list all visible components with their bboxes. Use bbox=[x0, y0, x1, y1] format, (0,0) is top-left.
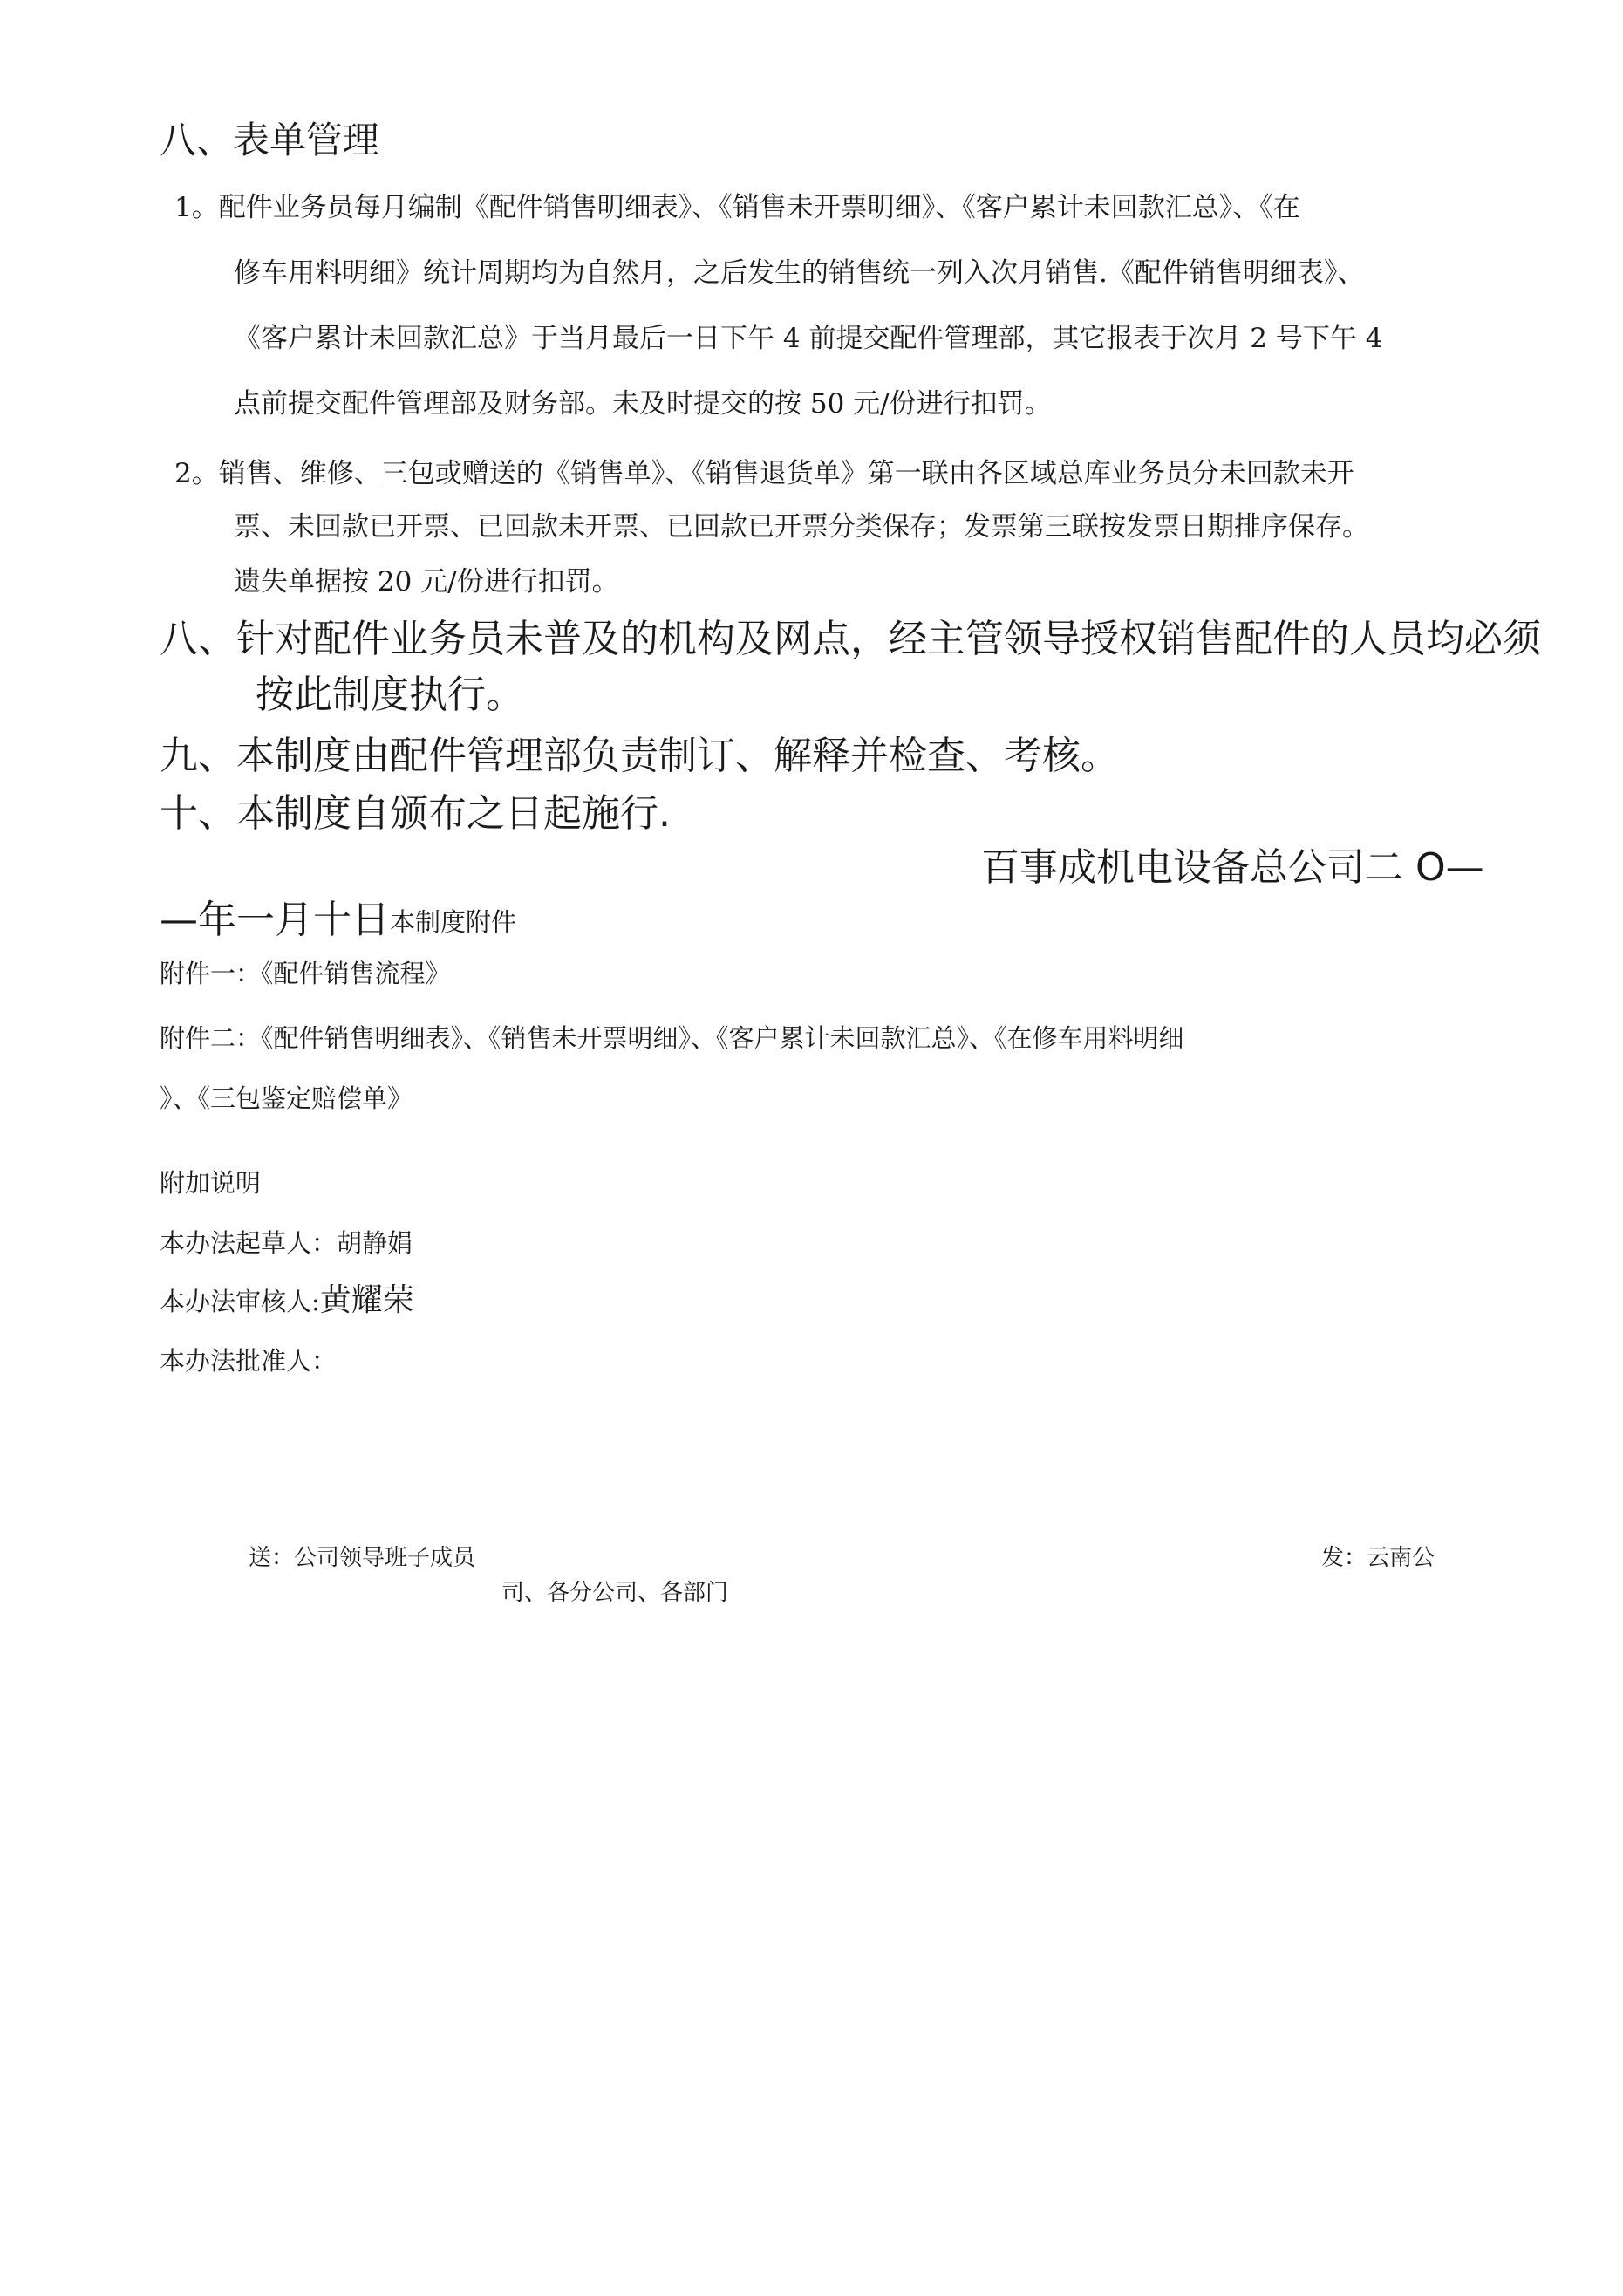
attachment-1: 附件一：《配件销售流程》 bbox=[160, 959, 451, 988]
item1-line3: 《客户累计未回款汇总》于当月最后一日下午 4 前提交配件管理部，其它报表于次月 2 号下午 4 bbox=[234, 323, 1383, 354]
clause-8-line2: 按此制度执行。 bbox=[256, 673, 524, 717]
reviewer-label: 本办法审核人: bbox=[160, 1287, 320, 1316]
clause-10: 十、本制度自颁布之日起施行. bbox=[160, 791, 671, 836]
item2-line2: 票、未回款已开票、已回款未开票、已回款已开票分类保存；发票第三联按发票日期排序保存。 bbox=[234, 511, 1369, 543]
item2-line3: 遗失单据按 20 元/份进行扣罚。 bbox=[234, 566, 619, 598]
section-heading-forms: 八、表单管理 bbox=[160, 119, 380, 161]
notes-drafter bbox=[160, 1224, 413, 1260]
item1-line2: 修车用料明细》统计周期均为自然月，之后发生的销售统一列入次月销售.《配件销售明细表》、 bbox=[234, 257, 1365, 289]
attachment-title: 本制度附件 bbox=[390, 907, 517, 937]
item1-line4: 点前提交配件管理部及财务部。未及时提交的按 50 元/份进行扣罚。 bbox=[234, 388, 1052, 420]
clause-9: 九、本制度由配件管理部负责制订、解释并检查、考核。 bbox=[160, 734, 1119, 778]
signature-date: —年一月十日 bbox=[160, 898, 390, 942]
reviewer-name: 黄耀荣 bbox=[319, 1282, 414, 1318]
notes-approver: 本办法批准人： bbox=[160, 1346, 338, 1376]
signature-line2 bbox=[160, 888, 516, 944]
item2-line1: 2。销售、维修、三包或赠送的《销售单》、《销售退货单》第一联由各区域总库业务员分未回款未开 bbox=[174, 458, 1354, 489]
attachment-2-line2: 》、《三包鉴定赔偿单》 bbox=[160, 1083, 413, 1113]
clause-8-line1: 八、针对配件业务员未普及的机构及网点，经主管领导授权销售配件的人员均必须 bbox=[160, 617, 1541, 661]
distribution-issue-cont: 司、各分公司、各部门 bbox=[501, 1580, 729, 1606]
signature-line1: 百事成机电设备总公司二 O— bbox=[981, 845, 1484, 890]
attachment-2-line1: 附件二：《配件销售明细表》、《销售未开票明细》、《客户累计未回款汇总》、《在修车用料明细 bbox=[160, 1023, 1184, 1053]
item1-line1: 1。配件业务员每月编制《配件销售明细表》、《销售未开票明细》、《客户累计未回款汇总》、《在 bbox=[174, 192, 1300, 223]
notes-title: 附加说明 bbox=[160, 1168, 262, 1198]
distribution-issue: 发：云南公 bbox=[1321, 1545, 1435, 1571]
drafter-name: 胡静娟 bbox=[337, 1228, 413, 1258]
notes-reviewer bbox=[160, 1275, 414, 1320]
drafter-label: 本办法起草人： bbox=[160, 1228, 338, 1258]
distribution-send: 送：公司领导班子成员 bbox=[249, 1545, 476, 1571]
